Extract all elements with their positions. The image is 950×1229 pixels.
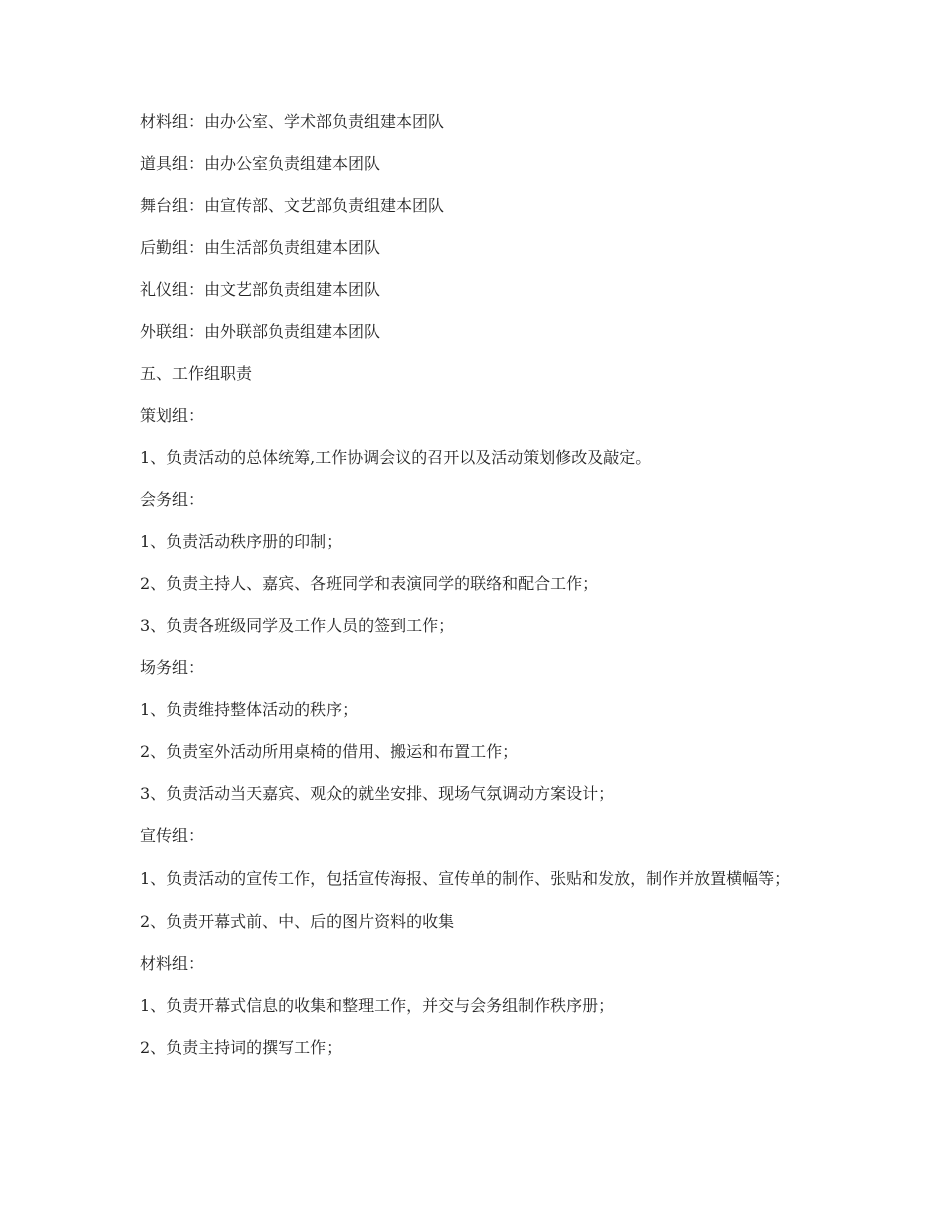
list-item: 1、负责维持整体活动的秩序； bbox=[140, 700, 359, 719]
group-heading: 材料组： bbox=[140, 954, 205, 973]
text-line: 舞台组：由宣传部、文艺部负责组建本团队 bbox=[140, 196, 445, 215]
group-heading: 场务组： bbox=[140, 658, 205, 677]
list-item: 1、负责活动的总体统筹,工作协调会议的召开以及活动策划修改及敲定。 bbox=[140, 448, 652, 467]
text-line: 材料组：由办公室、学术部负责组建本团队 bbox=[140, 112, 445, 131]
list-item: 2、负责开幕式前、中、后的图片资料的收集 bbox=[140, 912, 455, 931]
section-heading: 五、工作组职责 bbox=[140, 364, 253, 383]
group-heading: 会务组： bbox=[140, 490, 205, 509]
text-line: 后勤组：由生活部负责组建本团队 bbox=[140, 238, 381, 257]
list-item: 2、负责室外活动所用桌椅的借用、搬运和布置工作； bbox=[140, 742, 519, 761]
list-item: 3、负责活动当天嘉宾、观众的就坐安排、现场气氛调动方案设计； bbox=[140, 784, 615, 803]
text-line: 道具组：由办公室负责组建本团队 bbox=[140, 154, 381, 173]
list-item: 1、负责活动秩序册的印制； bbox=[140, 532, 343, 551]
text-line: 外联组：由外联部负责组建本团队 bbox=[140, 322, 381, 341]
group-heading: 策划组： bbox=[140, 406, 205, 425]
document-body bbox=[140, 110, 810, 1078]
group-heading: 宣传组： bbox=[140, 826, 205, 845]
list-item: 1、负责开幕式信息的收集和整理工作，并交与会务组制作秩序册； bbox=[140, 996, 615, 1015]
list-item: 3、负责各班级同学及工作人员的签到工作； bbox=[140, 616, 455, 635]
list-item: 1、负责活动的宣传工作，包括宣传海报、宣传单的制作、张贴和发放，制作并放置横幅等； bbox=[140, 869, 791, 888]
list-item: 2、负责主持人、嘉宾、各班同学和表演同学的联络和配合工作； bbox=[140, 574, 599, 593]
text-line: 礼仪组：由文艺部负责组建本团队 bbox=[140, 280, 381, 299]
list-item: 2、负责主持词的撰写工作； bbox=[140, 1038, 343, 1057]
